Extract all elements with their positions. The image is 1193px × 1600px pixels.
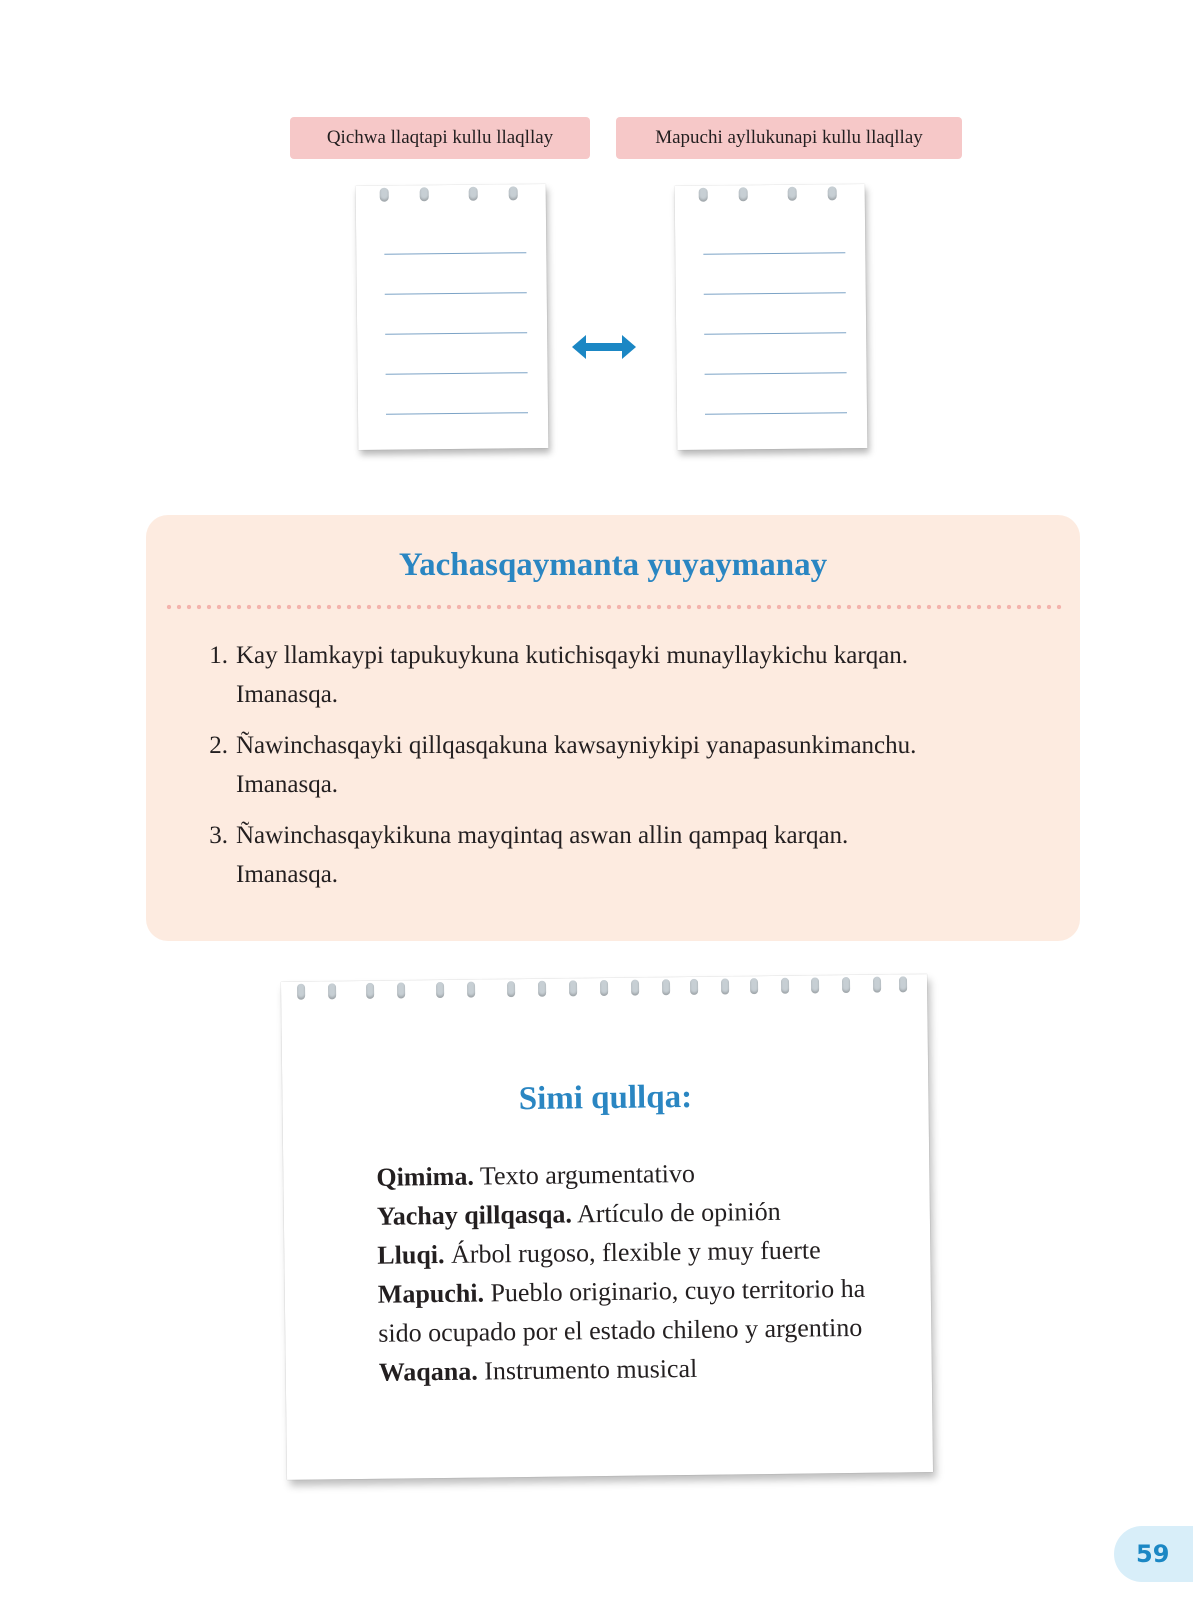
binding-hole (436, 982, 444, 998)
question-answer-prompt: Imanasqa. (236, 771, 339, 798)
glossary-list (376, 1151, 899, 1391)
glossary-entry (379, 1346, 899, 1391)
glossary-entry (377, 1190, 897, 1235)
notepad-right (675, 184, 868, 450)
binding-hole (509, 186, 518, 200)
glossary-term: Waqana. (378, 1356, 478, 1387)
question-answer-prompt: Imanasqa. (236, 861, 339, 888)
binding-hole (366, 983, 374, 999)
question-text: Kay llamkaypi tapukuykuna kutichisqayki munayllaykichu karqan. (236, 642, 909, 669)
binding-hole (873, 977, 881, 993)
writing-line[interactable] (704, 332, 846, 334)
page-number-tab (1114, 1526, 1193, 1582)
binding-hole (811, 977, 819, 993)
question-text: Ñawinchasqayki qillqasqakuna kawsayniykipi yanapasunkimanchu. (236, 732, 917, 759)
question-answer-prompt: Imanasqa. (236, 681, 339, 708)
glossary-entry (378, 1268, 899, 1352)
binding-hole (699, 188, 708, 202)
double-headed-arrow-icon (572, 333, 636, 361)
glossary-entry (377, 1229, 897, 1274)
binding-hole (600, 980, 608, 996)
glossary-term: Lluqi. (377, 1239, 445, 1270)
binding-hole (739, 187, 748, 201)
binding-hole (662, 979, 670, 995)
binding-hole (380, 188, 389, 202)
binding-hole (781, 978, 789, 994)
writing-line[interactable] (704, 292, 846, 294)
writing-line[interactable] (386, 372, 528, 374)
binding-hole (721, 978, 729, 994)
writing-line[interactable] (705, 412, 847, 414)
question-number: 2. (209, 732, 228, 759)
writing-line[interactable] (705, 372, 847, 374)
binding-hole (750, 978, 758, 994)
binding-hole (328, 983, 336, 999)
binding-hole (538, 981, 546, 997)
binding-hole (899, 976, 907, 992)
binding-hole (469, 187, 478, 201)
binding-hole (631, 980, 639, 996)
glossary-definition: Pueblo originario, cuyo territorio ha sido ocupado por el estado chileno y argentino (378, 1273, 866, 1348)
glossary-definition: Texto argumentativo (479, 1158, 696, 1191)
writing-line[interactable] (385, 292, 527, 294)
glossary-definition: Árbol rugoso, flexible y muy fuerte (450, 1235, 821, 1269)
label-quechua-pot: Qichwa llaqtapi kullu llaqllay (290, 117, 590, 159)
binding-hole (397, 982, 405, 998)
binding-hole (507, 981, 515, 997)
notepad-left (356, 184, 549, 450)
question-number: 3. (209, 822, 228, 849)
binding-hole (842, 977, 850, 993)
glossary-definition: Artículo de opinión (576, 1196, 781, 1229)
label-mapuche-pot: Mapuchi ayllukunapi kullu llaqllay (616, 117, 962, 159)
reflection-panel (146, 515, 1080, 941)
page-number: 59 (1136, 1540, 1170, 1568)
binding-hole (467, 982, 475, 998)
writing-line[interactable] (385, 332, 527, 334)
question-text: Ñawinchasqaykikuna mayqintaq aswan allin qampaq karqan. (236, 822, 849, 849)
binding-hole (569, 980, 577, 996)
writing-line[interactable] (703, 252, 845, 254)
glossary-title: Simi qullqa: (518, 1078, 693, 1118)
glossary-note (281, 974, 933, 1480)
glossary-entry (376, 1151, 896, 1196)
glossary-definition: Instrumento musical (484, 1353, 698, 1386)
glossary-term: Qimima. (376, 1161, 475, 1192)
reflection-title: Yachasqaymanta yuyaymanay (398, 547, 828, 583)
binding-hole (788, 187, 797, 201)
glossary-term: Mapuchi. (377, 1278, 485, 1309)
binding-hole (297, 984, 305, 1000)
writing-line[interactable] (384, 252, 526, 254)
binding-hole (690, 979, 698, 995)
dotted-divider (164, 604, 1062, 610)
binding-hole (420, 187, 429, 201)
writing-line[interactable] (386, 412, 528, 414)
glossary-term: Yachay qillqasqa. (376, 1199, 573, 1231)
question-number: 1. (209, 642, 228, 669)
binding-hole (828, 186, 837, 200)
